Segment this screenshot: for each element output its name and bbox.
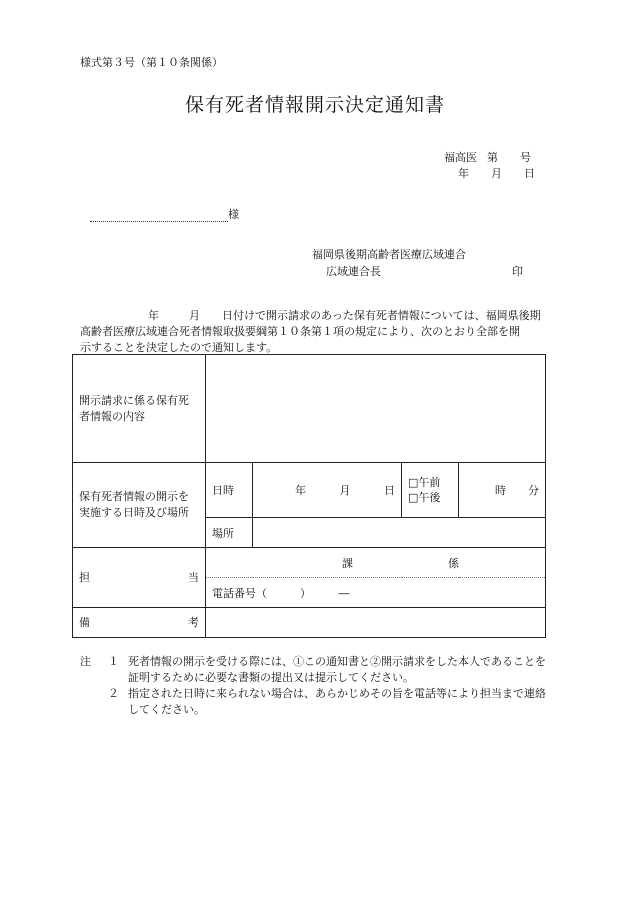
place-label: 場所 [206,518,253,548]
footnote-2-text-b: してください。 [128,703,205,716]
ref-month: 月 [491,167,502,180]
remarks-field[interactable] [206,608,546,638]
disclosure-table [72,354,546,638]
sender-title: 広域連合長 [326,265,381,278]
ref-dai: 第 [487,151,498,164]
time-minute: 分 [528,484,539,497]
document-title: 保有死者情報開示決定通知書 [184,94,445,116]
intro-text-3: 示することを決定したので通知します。 [80,341,278,354]
intro-year: 年 [148,309,159,322]
date-day: 日 [384,484,395,497]
date-year: 年 [295,484,306,497]
pm-checkbox[interactable]: □午後 [408,491,441,504]
footnote-1-text-b: 証明するために必要な書類の提出又は提示してください。 [128,671,414,684]
am-checkbox[interactable]: □午前 [408,476,441,489]
section-field[interactable] [206,548,546,578]
phone-field[interactable] [206,578,546,608]
addressee [90,206,239,222]
footnote-2-number: ２ [108,687,119,700]
footnote-prefix: 注 [80,655,91,668]
content-label: 開示請求に係る保有死者情報の内容 [73,355,206,463]
content-field[interactable] [206,355,546,463]
sender-org: 福岡県後期高齢者医療広域連合 [312,248,466,261]
schedule-label: 保有死者情報の開示を実施する日時及び場所 [73,463,206,548]
form-number: 様式第３号（第１０条関係） [80,56,223,69]
addressee-suffix: 様 [228,208,239,221]
ref-year: 年 [458,167,469,180]
section-label: 課 [342,556,353,570]
seal-mark: 印 [512,265,523,278]
footnote-2-text-a: 指定された日時に来られない場合は、あらかじめその旨を電話等により担当まで連絡 [128,687,546,700]
footnote-1-text-a: 死者情報の開示を受ける際には、①この通知書と②開示請求をした本人であることを [128,655,546,668]
place-field[interactable] [253,518,546,548]
charge-label: 担 当 [73,548,206,608]
intro-paragraph [80,308,550,356]
intro-month: 月 [189,309,200,322]
datetime-label: 日時 [206,463,253,518]
phone-label: 電話番号（ ） ― [212,586,350,600]
ref-day: 日 [524,167,535,180]
intro-text-2: 高齢者医療広域連合死者情報取扱要綱第１０条第１項の規定により、次のとおり全部を開 [80,325,520,338]
intro-text-1: 日付けで開示請求のあった保有死者情報については、福岡県後期 [222,309,541,322]
time-field[interactable] [459,463,546,518]
staff-label: 係 [448,556,459,570]
addressee-line[interactable] [90,209,228,222]
remarks-label: 備 考 [73,608,206,638]
footnotes [80,654,550,718]
reference-block [444,150,535,182]
ref-org: 福高医 [444,151,477,164]
ref-go: 号 [520,151,531,164]
time-hour: 時 [495,484,506,497]
date-field[interactable] [253,463,402,518]
date-month: 月 [339,484,351,497]
footnote-1-number: １ [108,655,119,668]
ampm-field[interactable] [402,463,459,518]
